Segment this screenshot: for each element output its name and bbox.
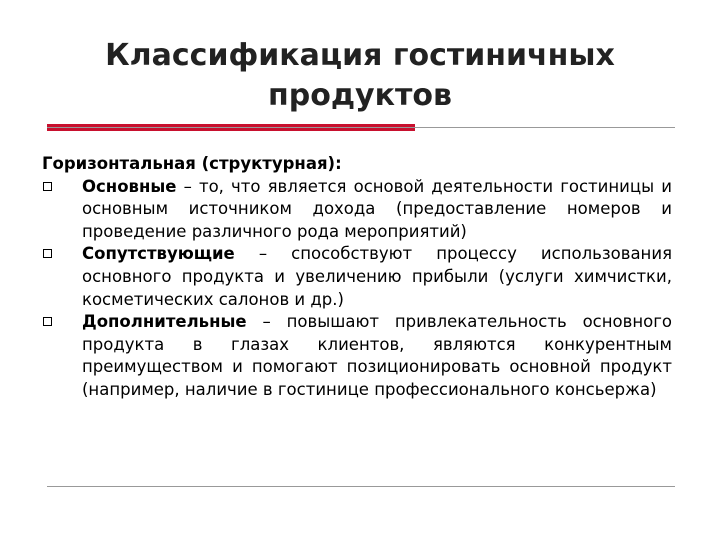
- item-term: Сопутствующие: [82, 244, 235, 264]
- item-text: – то, что является основой деятельности гостиницы и основным источником дохода (предоставление номеров и проведение различного рода мероприятий): [82, 176, 672, 241]
- top-divider: [47, 127, 675, 128]
- slide-body: [42, 153, 672, 402]
- list-item: [42, 243, 672, 311]
- bottom-divider: [47, 486, 675, 487]
- item-term: Дополнительные: [82, 312, 247, 332]
- section-heading: Горизонтальная (структурная):: [42, 154, 342, 173]
- square-bullet-icon: [43, 249, 52, 258]
- square-bullet-icon: [43, 317, 52, 326]
- slide-title: [40, 36, 680, 116]
- slide-title-line-1: Классификация гостиничных: [105, 38, 615, 73]
- item-term: Основные: [82, 176, 177, 196]
- list-item: [42, 176, 672, 244]
- slide-title-line-2: продуктов: [268, 78, 452, 113]
- item-text: – повышают привлекательность основного продукта в глазах клиентов, являются конкурентным преимуществом и помогают позиционировать основной продукт (например, наличие в гостинице профессионального консьержа): [82, 312, 672, 399]
- list-item: [42, 311, 672, 401]
- item-text: – способствуют процессу использования основного продукта и увеличению прибыли (услуги химчистки, косметических салонов и др.): [82, 244, 672, 309]
- square-bullet-icon: [43, 182, 52, 191]
